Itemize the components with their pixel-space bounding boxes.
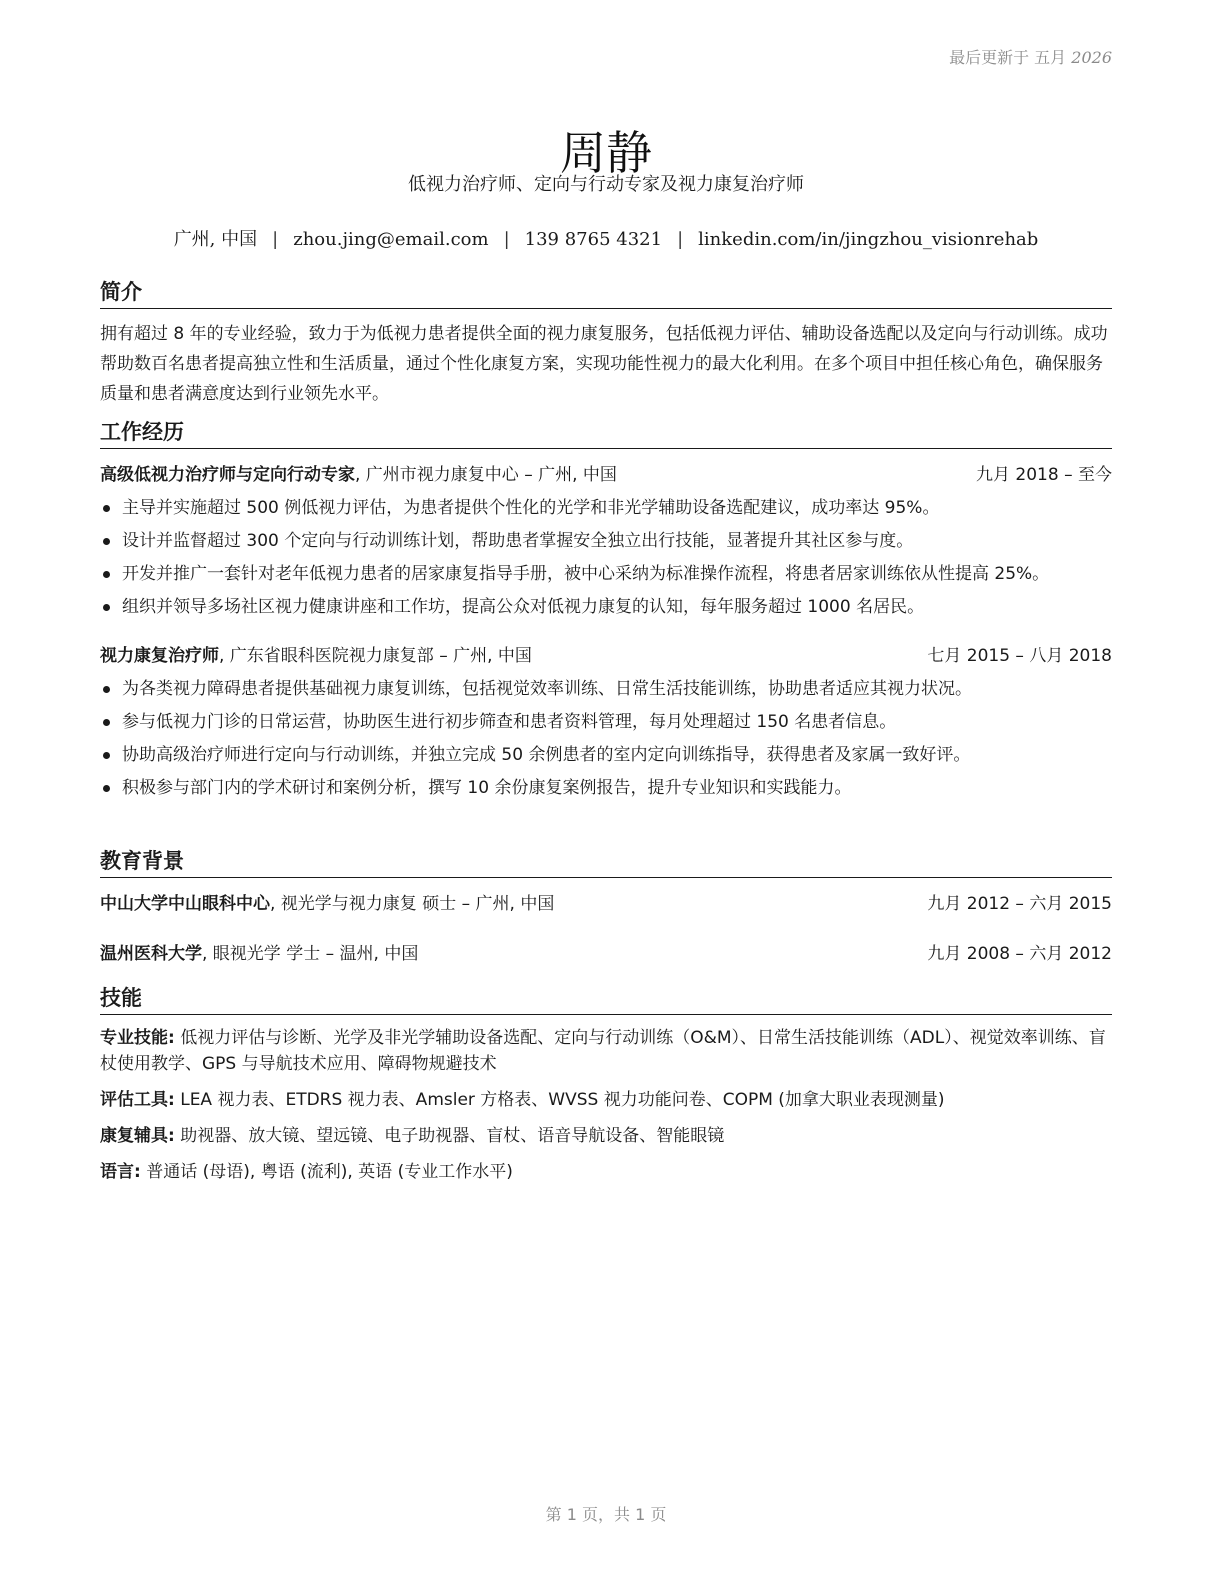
job-bullets [100,493,1112,622]
job-dates: 九月 2018 – 至今 [976,465,1112,485]
job-title-line [100,644,532,668]
bullet-item [100,592,1112,622]
skill-text: 低视力评估与诊断、光学及非光学辅助设备选配、定向与行动训练（O&M）、日常生活技能训练（ADL）、视觉效率训练、盲杖使用教学、GPS 与导航技术应用、障碍物规避技术 [100,1028,1106,1074]
contact-line [100,225,1112,251]
bullet-item [100,559,1112,589]
job-header [100,644,1112,668]
last-updated [949,45,1112,68]
job-role: 视力康复治疗师 [100,646,219,666]
skill-text: 助视器、放大镜、望远镜、电子助视器、盲杖、语音导航设备、智能眼镜 [174,1126,725,1146]
bullet-item [100,674,1112,704]
job-org: , 广东省眼科医院视力康复部 – 广州, 中国 [219,646,532,666]
job-title-line [100,463,617,487]
bullet-text: 开发并推广一套针对老年低视力患者的居家康复指导手册，被中心采纳为标准操作流程，将患者居家训练依从性提高 25%。 [122,564,1050,584]
candidate-name: 周静 [560,125,652,180]
education-section [100,845,1112,966]
bullet-item [100,526,1112,556]
job-dates: 七月 2015 – 八月 2018 [927,646,1112,666]
education-detail: , 视光学与视力康复 硕士 – 广州, 中国 [270,894,555,914]
contact-separator: | [677,229,684,250]
bullet-text: 主导并实施超过 500 例低视力评估，为患者提供个性化的光学和非光学辅助设备选配建议，成功率达 95%。 [122,498,940,518]
last-updated-year: 2026 [1071,48,1112,67]
bullet-text: 组织并领导多场社区视力健康讲座和工作坊，提高公众对低视力康复的认知，每年服务超过 1000 名居民。 [122,597,925,617]
education-entry [100,892,1112,916]
skills-section [100,982,1112,1185]
skill-label: 评估工具: [100,1090,175,1110]
bullet-text: 协助高级治疗师进行定向与行动训练，并独立完成 50 余例患者的室内定向训练指导，获得患者及家属一致好评。 [122,745,971,765]
job-entry [100,644,1112,803]
bullet-text: 为各类视力障碍患者提供基础视力康复训练，包括视觉效率训练、日常生活技能训练，协助患者适应其视力状况。 [122,679,972,699]
resume-page [100,0,1112,1584]
bullet-text: 设计并监督超过 300 个定向与行动训练计划，帮助患者掌握安全独立出行技能，显著提升其社区参与度。 [122,531,914,551]
education-title-line [100,892,554,916]
bullet-text: 积极参与部门内的学术研讨和案例分析，撰写 10 余份康复案例报告，提升专业知识和实践能力。 [122,778,852,798]
skill-label: 专业技能: [100,1028,175,1048]
contact-email-link[interactable]: zhou.jing@email.com [293,229,489,250]
job-bullets [100,674,1112,803]
last-updated-prefix: 最后更新于 五月 [949,48,1067,67]
skill-line [100,1159,1112,1185]
education-title-line [100,942,418,966]
bullet-dot-icon [103,785,110,792]
education-dates: 九月 2012 – 六月 2015 [927,894,1112,914]
education-school: 中山大学中山眼科中心 [100,894,270,914]
skill-text: LEA 视力表、ETDRS 视力表、Amsler 方格表、WVSS 视力功能问卷、COPM (加拿大职业表现测量) [174,1090,945,1110]
summary-text: 拥有超过 8 年的专业经验，致力于为低视力患者提供全面的视力康复服务，包括低视力评估、辅助设备选配以及定向与行动训练。成功帮助数百名患者提高独立性和生活质量，通过个性化康复方案，实现功能性视力的最大化利用。在多个项目中担任核心角色，确保服务质量和患者满意度达到行业领先水平。 [100,324,1108,404]
experience-section [100,416,1112,806]
contact-linkedin-link[interactable]: linkedin.com/in/jingzhou_visionrehab [698,229,1039,250]
skill-label: 语言: [100,1162,141,1182]
bullet-item [100,773,1112,803]
bullet-text: 参与低视力门诊的日常运营，协助医生进行初步筛查和患者资料管理，每月处理超过 150 名患者信息。 [122,712,897,732]
contact-location: 广州, 中国 [173,229,258,250]
contact-phone-link[interactable]: 139 8765 4321 [524,229,663,250]
education-school: 温州医科大学 [100,944,202,964]
summary-heading: 简介 [100,276,1112,309]
education-dates: 九月 2008 – 六月 2012 [927,944,1112,964]
job-role: 高级低视力治疗师与定向行动专家 [100,465,355,485]
skill-line [100,1025,1112,1077]
education-heading: 教育背景 [100,845,1112,878]
bullet-dot-icon [103,538,110,545]
skills-heading: 技能 [100,982,1112,1015]
job-entry [100,463,1112,622]
contact-separator: | [503,229,510,250]
bullet-item [100,740,1112,770]
skill-text: 普通话 (母语), 粤语 (流利), 英语 (专业工作水平) [140,1162,513,1182]
bullet-dot-icon [103,686,110,693]
contact-separator: | [272,229,279,250]
bullet-item [100,493,1112,523]
experience-heading: 工作经历 [100,416,1112,449]
education-detail: , 眼视光学 学士 – 温州, 中国 [202,944,419,964]
bullet-dot-icon [103,571,110,578]
bullet-item [100,707,1112,737]
bullet-dot-icon [103,505,110,512]
education-entry [100,942,1112,966]
bullet-dot-icon [103,719,110,726]
page-number: 第 1 页，共 1 页 [545,1505,667,1524]
job-header [100,463,1112,487]
bullet-dot-icon [103,752,110,759]
skill-line [100,1087,1112,1113]
bullet-dot-icon [103,604,110,611]
job-org: , 广州市视力康复中心 – 广州, 中国 [355,465,617,485]
skill-label: 康复辅具: [100,1126,175,1146]
skill-line [100,1123,1112,1149]
candidate-headline: 低视力治疗师、定向与行动专家及视力康复治疗师 [408,174,804,195]
summary-section [100,276,1112,409]
